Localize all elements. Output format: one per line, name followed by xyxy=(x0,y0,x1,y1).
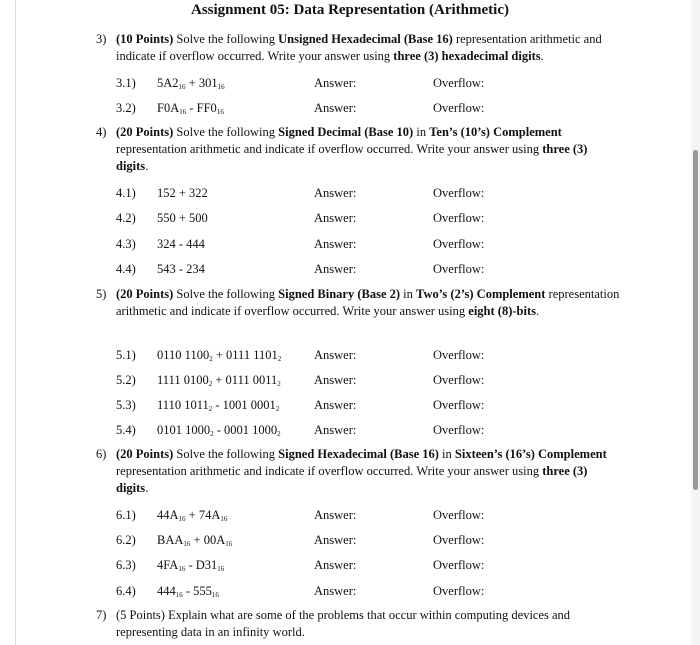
overflow-label: Overflow: xyxy=(433,237,485,251)
question-5 xyxy=(96,286,621,320)
overflow-label: Overflow: xyxy=(433,76,485,90)
overflow-label: Overflow: xyxy=(433,398,485,412)
overflow-label: Overflow: xyxy=(433,348,485,362)
subquestion-6-1: 6.1) $44A_{16} + 74A_{16}$ Answer: Overflow: xyxy=(0,506,700,524)
overflow-label: Overflow: xyxy=(433,508,485,522)
question-7 xyxy=(96,607,621,641)
overflow-label: Overflow: xyxy=(433,423,485,437)
subquestion-5-4: 5.4) 0101 $1000_2 - 0001$ $1000_2$ Answer: Overflow: xyxy=(0,421,700,439)
expression: $F0A_{16} - FF0_{16}$ xyxy=(157,101,224,116)
subquestion-5-3: 5.3) 1110 $1011_2 - 1001$ $0001_2$ Answer: Overflow: xyxy=(0,396,700,414)
overflow-label: Overflow: xyxy=(433,558,485,572)
overflow-label: Overflow: xyxy=(433,186,485,200)
question-number: 3) xyxy=(96,32,107,46)
question-number: 5) xyxy=(96,287,107,301)
answer-label: Answer: xyxy=(314,584,357,598)
expression: 0101 $1000_2 - 0001$ $1000_2$ xyxy=(157,423,281,438)
overflow-label: Overflow: xyxy=(433,533,485,547)
question-text: (5 Points) Explain what are some of the problems that occur within computing devices and representing data in an infinity world. xyxy=(116,608,571,639)
subquestion-5-1: 5.1) 0110 $1100_2 + 0111$ $1101_2$ Answer: Overflow: xyxy=(0,346,700,364)
subquestion-3-1: 3.1) $5A2_{16} + 301_{16}$ Answer: Overflow: xyxy=(0,74,700,92)
overflow-label: Overflow: xyxy=(433,373,485,387)
answer-label: Answer: xyxy=(314,558,357,572)
question-text: (20 Points) Solve the following Signed Binary (Base 2) in Two’s (2’s) Complement representation arithmetic and indicate if overflow occurred. Write your answer using eight (8)-bits. xyxy=(116,287,620,318)
question-text: (20 Points) Solve the following Signed Decimal (Base 10) in Ten’s (10’s) Complement representation arithmetic and indicate if overflow occurred. Write your answer using three (3) digits. xyxy=(116,125,588,173)
answer-label: Answer: xyxy=(314,508,357,522)
subquestion-4-2: 4.2) 550 + 500 Answer: Overflow: xyxy=(116,211,485,225)
question-4 xyxy=(96,124,621,175)
subquestion-4-3: 4.3) 324 - 444 Answer: Overflow: xyxy=(116,237,485,251)
expression: $5A2_{16} + 301_{16}$ xyxy=(157,76,225,91)
answer-label: Answer: xyxy=(314,211,357,225)
question-text: (10 Points) Solve the following Unsigned Hexadecimal (Base 16) representation arithmetic and indicate if overflow occurred. Write your answer using three (3) hexadecimal digits. xyxy=(116,32,602,63)
answer-label: Answer: xyxy=(314,262,357,276)
subquestion-4-4: 4.4) 543 - 234 Answer: Overflow: xyxy=(116,262,485,276)
expression: $BAA_{16} + 00A_{16}$ xyxy=(157,533,233,548)
overflow-label: Overflow: xyxy=(433,262,485,276)
answer-label: Answer: xyxy=(314,423,357,437)
answer-label: Answer: xyxy=(314,101,357,115)
answer-label: Answer: xyxy=(314,186,357,200)
question-number: 4) xyxy=(96,125,107,139)
subquestion-6-4: 6.4) $444_{16} - 555_{16}$ Answer: Overflow: xyxy=(0,582,700,600)
overflow-label: Overflow: xyxy=(433,101,485,115)
subquestion-6-3: 6.3) $4FA_{16} - D31_{16}$ Answer: Overflow: xyxy=(0,556,700,574)
answer-label: Answer: xyxy=(314,533,357,547)
answer-label: Answer: xyxy=(314,348,357,362)
question-6 xyxy=(96,446,621,497)
expression: 324 - 444 xyxy=(157,237,205,251)
expression: 1111 $0100_2 + 0111$ $0011_2$ xyxy=(157,373,281,388)
expression: 152 + 322 xyxy=(157,186,208,200)
overflow-label: Overflow: xyxy=(433,584,485,598)
question-text: (20 Points) Solve the following Signed Hexadecimal (Base 16) in Sixteen’s (16’s) Complement representation arithmetic and indicate if overflow occurred. Write your answer using three (3) digits. xyxy=(116,447,607,495)
expression: $4FA_{16} - D31_{16}$ xyxy=(157,558,225,573)
answer-label: Answer: xyxy=(314,373,357,387)
question-3 xyxy=(96,31,621,65)
expression: 0110 $1100_2 + 0111$ $1101_2$ xyxy=(157,348,282,363)
expression: $44A_{16} + 74A_{16}$ xyxy=(157,508,228,523)
question-number: 6) xyxy=(96,447,107,461)
subquestion-5-2: 5.2) 1111 $0100_2 + 0111$ $0011_2$ Answer: Overflow: xyxy=(0,371,700,389)
subquestion-6-2: 6.2) $BAA_{16} + 00A_{16}$ Answer: Overflow: xyxy=(0,531,700,549)
overflow-label: Overflow: xyxy=(433,211,485,225)
subquestion-4-1: 4.1) 152 + 322 Answer: Overflow: xyxy=(116,186,485,200)
answer-label: Answer: xyxy=(314,398,357,412)
page-title: Assignment 05: Data Representation (Arithmetic) xyxy=(190,2,509,18)
expression: 543 - 234 xyxy=(157,262,205,276)
subquestion-3-2: 3.2) $F0A_{16} - FF0_{16}$ Answer: Overflow: xyxy=(0,99,700,117)
expression: $444_{16} - 555_{16}$ xyxy=(157,584,219,599)
expression: 550 + 500 xyxy=(157,211,208,225)
question-number: 7) xyxy=(96,608,107,622)
expression: 1110 $1011_2 - 1001$ $0001_2$ xyxy=(157,398,280,413)
answer-label: Answer: xyxy=(314,76,357,90)
answer-label: Answer: xyxy=(314,237,357,251)
